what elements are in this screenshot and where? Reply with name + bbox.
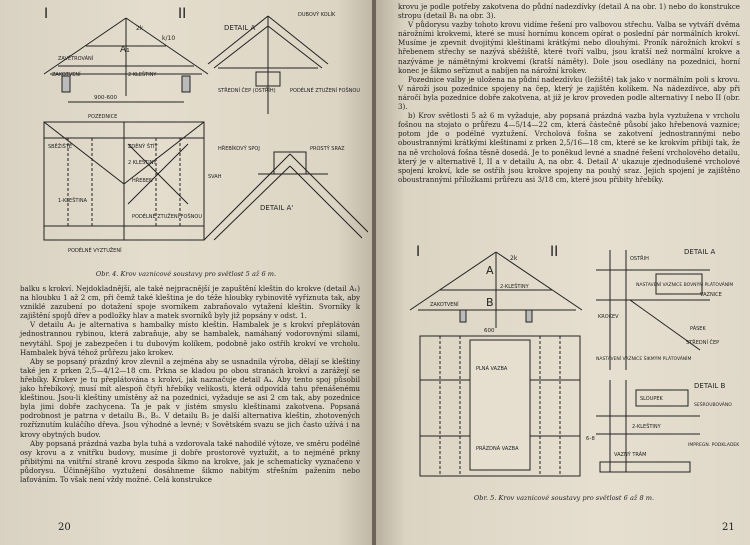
- 2-klestiny-right-label: 2-KLEŠTINY: [500, 284, 529, 290]
- figure-5-caption: Obr. 5. Krov vaznicové soustavy pro světlost 6 až 8 m.: [473, 494, 655, 502]
- stredni-cep-right-label: STŘEDNÍ ČEP: [686, 340, 720, 346]
- left-body-text: [20, 284, 360, 484]
- nastaveni-label: NASTAVENÍ VAZNICE BOVNÝM PLÁTOVÁNÍM: [636, 283, 734, 288]
- prosty-sraz-label: PROSTÝ SRAZ: [310, 146, 345, 152]
- right-paragraph: Pozednice valby je uložena na půdní nadezdívku (ležiště) tak jako v normálním poli s krovu. V nároží jsou pozednice spojeny na čep, který je zajištěn kolíkem. Na nádezdívce, aby při náročí byla pozednice dobře zakotvena, at již je krov proveden podle alternativy I nebo II (obr. 3).: [398, 74, 740, 112]
- figure-4-caption: Obr. 4. Krov vaznicové soustavy pro světlost 5 až 6 m.: [95, 270, 277, 278]
- page-number-left: 20: [58, 522, 71, 533]
- detail-B-label: DETAIL B: [694, 382, 726, 390]
- figure-title-I: I: [44, 6, 49, 22]
- zdeny-stit-label: ZDĚNÝ ŠTÍT: [128, 144, 158, 150]
- right-paragraph: krovu je podle potřeby zakotvena do půdní nadezdívky (detail A na obr. 1) nebo do konstrukce stropu (detail B₁ na obr. 3).: [398, 2, 740, 21]
- podelne-ztuzeni-label: PODÉLNÉ ZTUŽENÍ FOŠNOU: [290, 88, 360, 94]
- detail-A-label: DETAIL A: [224, 24, 256, 32]
- left-paragraph: Aby se popsaný prázdný krov zlevnil a zejména aby se usnadnila výroba, dělají se kleštiny také jen z prken 2,5—4/12—18 cm. Prkna se kladou po obou stranách krokví a zarážejí se hřebíky. Krokev je tu přeplátována s krokví, jak naznačuje detail A₄. Aby tento spoj působil jako hřebíkový, musí mít alespoň čtyři hřebíky velikosti, která odpovídá tahu přenášenému kleštinou. Jsou-li kleštiny umístěny až na pozednici, vyžaduje se asi 2 cm tak, aby pozednice byla jimi dobře zachycena. Ta je pak v jistém smyslu kleštinami zakotvena. Popsaná podrobnost je patrna v detailu B₁, B₂. V detailu B₂ je další alternativa kleštin, zhotovených rozříznutím kuláčího dřeva. Jsou výhodné a levné; v Sovětském svazu se jich často užívá i na krovy obytných budov.: [20, 356, 360, 439]
- k10-label: k/10: [162, 35, 176, 42]
- left-paragraph: V detailu A₂ je alternativa s hambalky místo kleštin. Hambalek je s krokví přeplátován jednostrannou rybinou, která zabraňuje, aby se hambalek, namáhaný vodorovnými silami, nevytáhl. Spoj je zabezpečen i tu dubovým kolíkem, podobně jako ostřih krokví ve vrcholu. Hambalek bývá téhož průřezu jako krokev.: [20, 320, 360, 357]
- right-page: [376, 0, 750, 545]
- pozednice-label: POZEDNICE: [88, 114, 118, 120]
- dubovy-kolik-label: DUBOVÝ KOLÍK: [298, 12, 336, 18]
- dimension-B-label: 6–8: [586, 436, 595, 442]
- dimension-right-label: 600: [484, 328, 495, 334]
- zakotveni-label: ZAKOTVENÍ: [52, 72, 81, 78]
- detail-A2-label: DETAIL A': [260, 204, 294, 212]
- a-marker: A: [486, 264, 494, 277]
- right-body-text: [398, 2, 740, 184]
- hreben-label: HŘEBEN: [132, 178, 153, 184]
- 2-klestiny-label: 2 KLEŠTINY: [128, 72, 157, 78]
- plna-vazba-label: PLNÁ VAZBA: [476, 366, 508, 372]
- page-number-right: 21: [722, 522, 735, 533]
- figure-4-drawing: [28, 4, 368, 266]
- vazny-tram-label: VAZNÝ TRÁM: [614, 452, 647, 458]
- hrebikovy-spoj-label: HŘEBÍKOVÝ SPOJ: [218, 146, 260, 152]
- left-paragraph: Aby popsaná prázdná vazba byla tuhá a vzdorovala také nahodilé výtoze, ve směru podélné osy krovu a z vnitřku budovy, musíme ji dobře prostorově vyztužit, a to nejméně prkny přibitými na vnitřní straně krovu zespoda šikmo na krokve, jak je schematicky vyznačeno v půdorysu. Účinnějšího vyztužení dosáhneme šikmo nabitým střešním pažením nebo laťováním. To však není vždy možné. Celá konstrukce: [20, 438, 360, 484]
- detail-A-right-label: DETAIL A: [684, 248, 716, 256]
- vystuzeni-label: PODÉLNÉ VYZTUŽENÍ: [68, 248, 122, 254]
- 1-klestina-label: 1-KLEŠTINA: [58, 198, 88, 204]
- prazdna-vazba-label: PRÁZDNÁ VAZBA: [476, 446, 519, 452]
- figure5-title-II: II: [550, 244, 559, 260]
- right-paragraph: b) Krov světlosti 5 až 6 m vyžaduje, aby popsaná prázdná vazba byla vyztužena v vrcholu fošnou na stojato o průřezu 4—5/14—22 cm, která částečně působí jako hřebenová vaznice; potom jde o podélné vyztužení. Vrcholová fošna se zakotvení jednostrannými nebo oboustrannými krátkými kleštinami z prken 2,5/16—18 cm, které se ke krokvím přibijí tak, že na ně vrcholová fošna těsně dosedá. Je to poněkud levné a snadné řešení vrcholového detailu, který je v alternativě I, II a v detailu A, na obr. 4. Detail A' ukazuje zjednodušené vrcholové spojení krokví, kde se ostřih jsou krokve spojeny na pouhý sraz. Jejich spojení je zajištěno oboustrannými příložkami průřezu asi 3/18 cm, které jsou přibity hřebíky.: [398, 111, 740, 184]
- 2k-label-right: 2k: [510, 255, 518, 262]
- sesroubovano-label: SEŠROUBOVÁNO: [694, 403, 732, 408]
- nastaveni2-label: NASTAVENÍ VAZNICE ŠIKMÝM PLÁTOVÁNÍM: [596, 357, 692, 362]
- left-page: [0, 0, 374, 545]
- podelne-ztuzeni-2-label: PODÉLNÉ ZTUŽENÍ FOŠNOU: [132, 214, 202, 220]
- b-marker: B: [486, 296, 494, 309]
- krokev-label: KROKEV: [598, 314, 619, 320]
- ostrih-label: OSTŘIH: [630, 256, 649, 262]
- figure-5-drawing: [400, 240, 740, 492]
- vaznice-label: VAZNICE: [700, 292, 722, 298]
- figure5-title-I: I: [416, 244, 421, 260]
- a1-label: A₁: [120, 45, 130, 55]
- 2-klestiny-B-label: 2-KLEŠTINY: [632, 424, 661, 430]
- svah-label: SVAH: [208, 174, 222, 180]
- left-paragraph: balku s krokví. Nejdokladnější, ale také nejpracnější je zapuštění kleštin do krokve (detail A₁) na hloubku 1 až 2 cm, při čemž také kleština je do téže hloubky rybinovitě vyříznuta tak, aby vzniklé zazubení po dotažení spoje svorníkem zabraňovalo vytažení kleštin. Svorníky k zajištění spojů dřev a podložky hlav a matek svorníků byly již popsány v odst. 1.: [20, 284, 360, 321]
- sloupek-label: SLOUPEK: [640, 396, 663, 402]
- figure-title-II: II: [178, 6, 187, 22]
- impregn-label: IMPREGN. PODKLADEK: [688, 443, 740, 448]
- pasek-label: PÁSEK: [690, 326, 706, 332]
- right-paragraph: V půdorysu vazby tohoto krovu vidíme řešení pro valbovou střechu. Valba se vytváří dvěma nárožními krokvemi, které se musí hornímu koncem opírat o poslední pár normálních krokví. Musíme je zpevnit dvojitými kleštinami krátkými nebo dlouhými. Proník nárožních krokví s hřebenem střechy se nazývá sběžiště, které tvoří valbu, jsou kratší než normální krokve a nazýváme je námětnými krokvemi (kratší náměty). Dole jsou osedlány na pozednici, horní konec je šikmo seříznut a nabíjen na nárožní krokev.: [398, 20, 740, 75]
- dimension-label: 900-600: [94, 95, 117, 101]
- 2k-label: 2k: [136, 25, 144, 32]
- zavetrovani-label: ZAVĚTROVÁNÍ: [58, 56, 94, 62]
- klestiny-2-label: 2 KLEŠTINY: [128, 160, 157, 166]
- stredni-cep-label: STŘEDNÍ ČEP (OSTŘÍH): [218, 88, 276, 94]
- sbeziste-label: SBĚŽIŠTĚ: [48, 144, 73, 150]
- zakotveni-right-label: ZAKOTVENÍ: [430, 302, 459, 308]
